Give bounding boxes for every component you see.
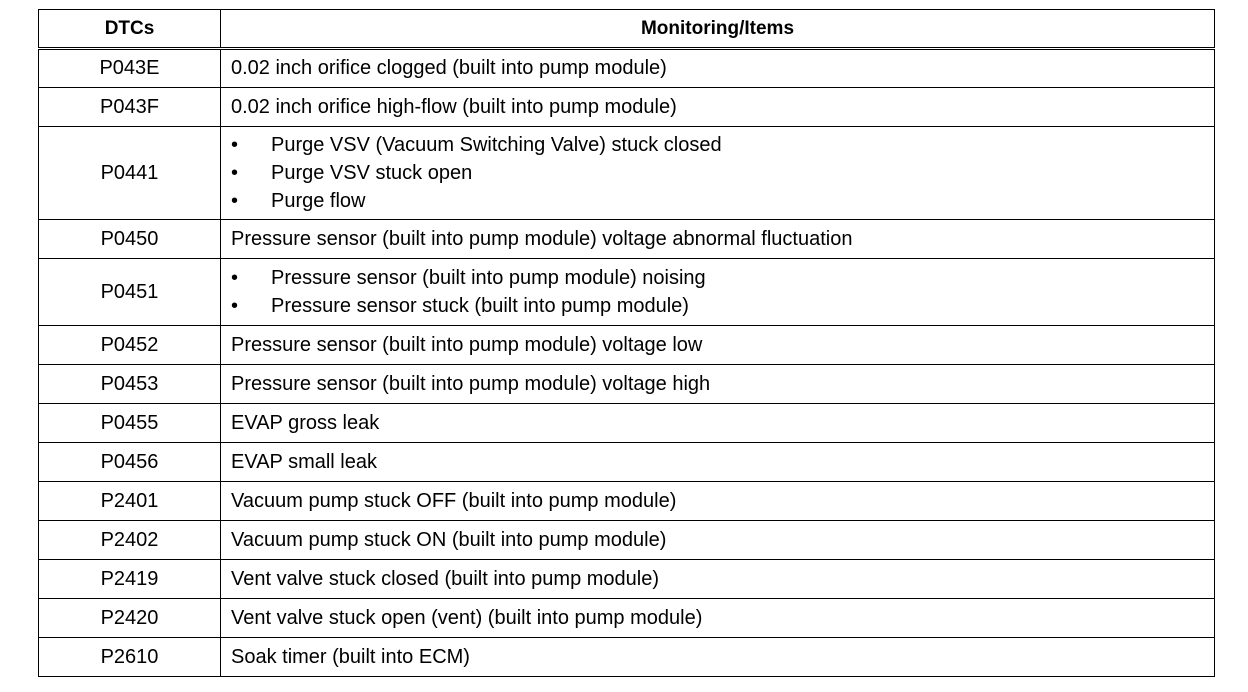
monitoring-item-text: Pressure sensor (built into pump module) voltage high bbox=[231, 372, 711, 395]
monitoring-item-text: Purge VSV (Vacuum Switching Valve) stuck closed bbox=[271, 134, 722, 156]
dtc-code-cell: P2402 bbox=[39, 521, 221, 560]
monitoring-item-cell bbox=[221, 259, 1215, 326]
table-row bbox=[39, 599, 1215, 638]
monitoring-item-text: EVAP gross leak bbox=[231, 411, 380, 434]
dtc-code-cell: P0453 bbox=[39, 365, 221, 404]
monitoring-item-cell bbox=[221, 443, 1215, 482]
monitoring-item-cell bbox=[221, 638, 1215, 677]
monitoring-item-cell bbox=[221, 88, 1215, 127]
monitoring-item-text: Pressure sensor (built into pump module) noising bbox=[271, 267, 706, 289]
table-body bbox=[39, 49, 1215, 677]
table-row bbox=[39, 404, 1215, 443]
monitoring-item-cell bbox=[221, 560, 1215, 599]
monitoring-item-cell bbox=[221, 326, 1215, 365]
monitoring-item-cell bbox=[221, 521, 1215, 560]
table-row bbox=[39, 638, 1215, 677]
monitoring-item-cell bbox=[221, 49, 1215, 88]
monitoring-item-cell bbox=[221, 365, 1215, 404]
monitoring-item-text: Pressure sensor (built into pump module) voltage low bbox=[231, 333, 703, 356]
table-row bbox=[39, 127, 1215, 220]
monitoring-item-text: Vacuum pump stuck OFF (built into pump module) bbox=[231, 489, 677, 512]
table-row bbox=[39, 326, 1215, 365]
header-monitoring-items: Monitoring/Items bbox=[221, 10, 1215, 49]
table-row bbox=[39, 560, 1215, 599]
monitoring-item-text: Vacuum pump stuck ON (built into pump module) bbox=[231, 528, 667, 551]
monitoring-item-text: Soak timer (built into ECM) bbox=[231, 645, 470, 668]
dtc-code-cell: P2401 bbox=[39, 482, 221, 521]
dtc-code-cell: P2419 bbox=[39, 560, 221, 599]
dtc-code-cell: P043F bbox=[39, 88, 221, 127]
dtc-code-cell: P0456 bbox=[39, 443, 221, 482]
table-row bbox=[39, 88, 1215, 127]
monitoring-item-cell bbox=[221, 404, 1215, 443]
monitoring-bullet-list bbox=[231, 264, 1214, 320]
monitoring-item-text: Purge flow bbox=[271, 190, 366, 212]
list-item bbox=[231, 187, 1214, 215]
dtc-code-cell: P2420 bbox=[39, 599, 221, 638]
monitoring-item-text: Vent valve stuck open (vent) (built into pump module) bbox=[231, 606, 703, 629]
table-header-row bbox=[39, 10, 1215, 49]
table-row bbox=[39, 521, 1215, 560]
table-row bbox=[39, 482, 1215, 521]
monitoring-item-text: Purge VSV stuck open bbox=[271, 162, 473, 184]
dtc-code-cell: P0450 bbox=[39, 220, 221, 259]
monitoring-item-cell bbox=[221, 220, 1215, 259]
table-row bbox=[39, 443, 1215, 482]
monitoring-item-cell bbox=[221, 599, 1215, 638]
bullet-icon: • bbox=[231, 134, 239, 156]
bullet-icon: • bbox=[231, 295, 239, 317]
monitoring-item-text: EVAP small leak bbox=[231, 450, 377, 473]
header-dtcs: DTCs bbox=[39, 10, 221, 49]
table-row bbox=[39, 49, 1215, 88]
list-item bbox=[231, 131, 1214, 159]
monitoring-item-cell bbox=[221, 127, 1215, 220]
table-row bbox=[39, 220, 1215, 259]
monitoring-item-text: 0.02 inch orifice high-flow (built into pump module) bbox=[231, 95, 677, 118]
dtc-table bbox=[38, 9, 1215, 677]
list-item bbox=[231, 264, 1214, 292]
bullet-icon: • bbox=[231, 162, 239, 184]
dtc-code-cell: P043E bbox=[39, 49, 221, 88]
monitoring-item-text: 0.02 inch orifice clogged (built into pump module) bbox=[231, 57, 667, 79]
dtc-code-cell: P0441 bbox=[39, 127, 221, 220]
monitoring-item-text: Pressure sensor (built into pump module) voltage abnormal fluctuation bbox=[231, 227, 853, 250]
table-row bbox=[39, 259, 1215, 326]
monitoring-item-text: Pressure sensor stuck (built into pump module) bbox=[271, 295, 689, 317]
dtc-code-cell: P0455 bbox=[39, 404, 221, 443]
dtc-code-cell: P2610 bbox=[39, 638, 221, 677]
bullet-icon: • bbox=[231, 267, 239, 289]
monitoring-bullet-list bbox=[231, 131, 1214, 215]
dtc-code-cell: P0452 bbox=[39, 326, 221, 365]
table-row bbox=[39, 365, 1215, 404]
list-item bbox=[231, 292, 1214, 320]
bullet-icon: • bbox=[231, 190, 239, 212]
monitoring-item-cell bbox=[221, 482, 1215, 521]
dtc-code-cell: P0451 bbox=[39, 259, 221, 326]
monitoring-item-text: Vent valve stuck closed (built into pump module) bbox=[231, 567, 659, 590]
list-item bbox=[231, 159, 1214, 187]
